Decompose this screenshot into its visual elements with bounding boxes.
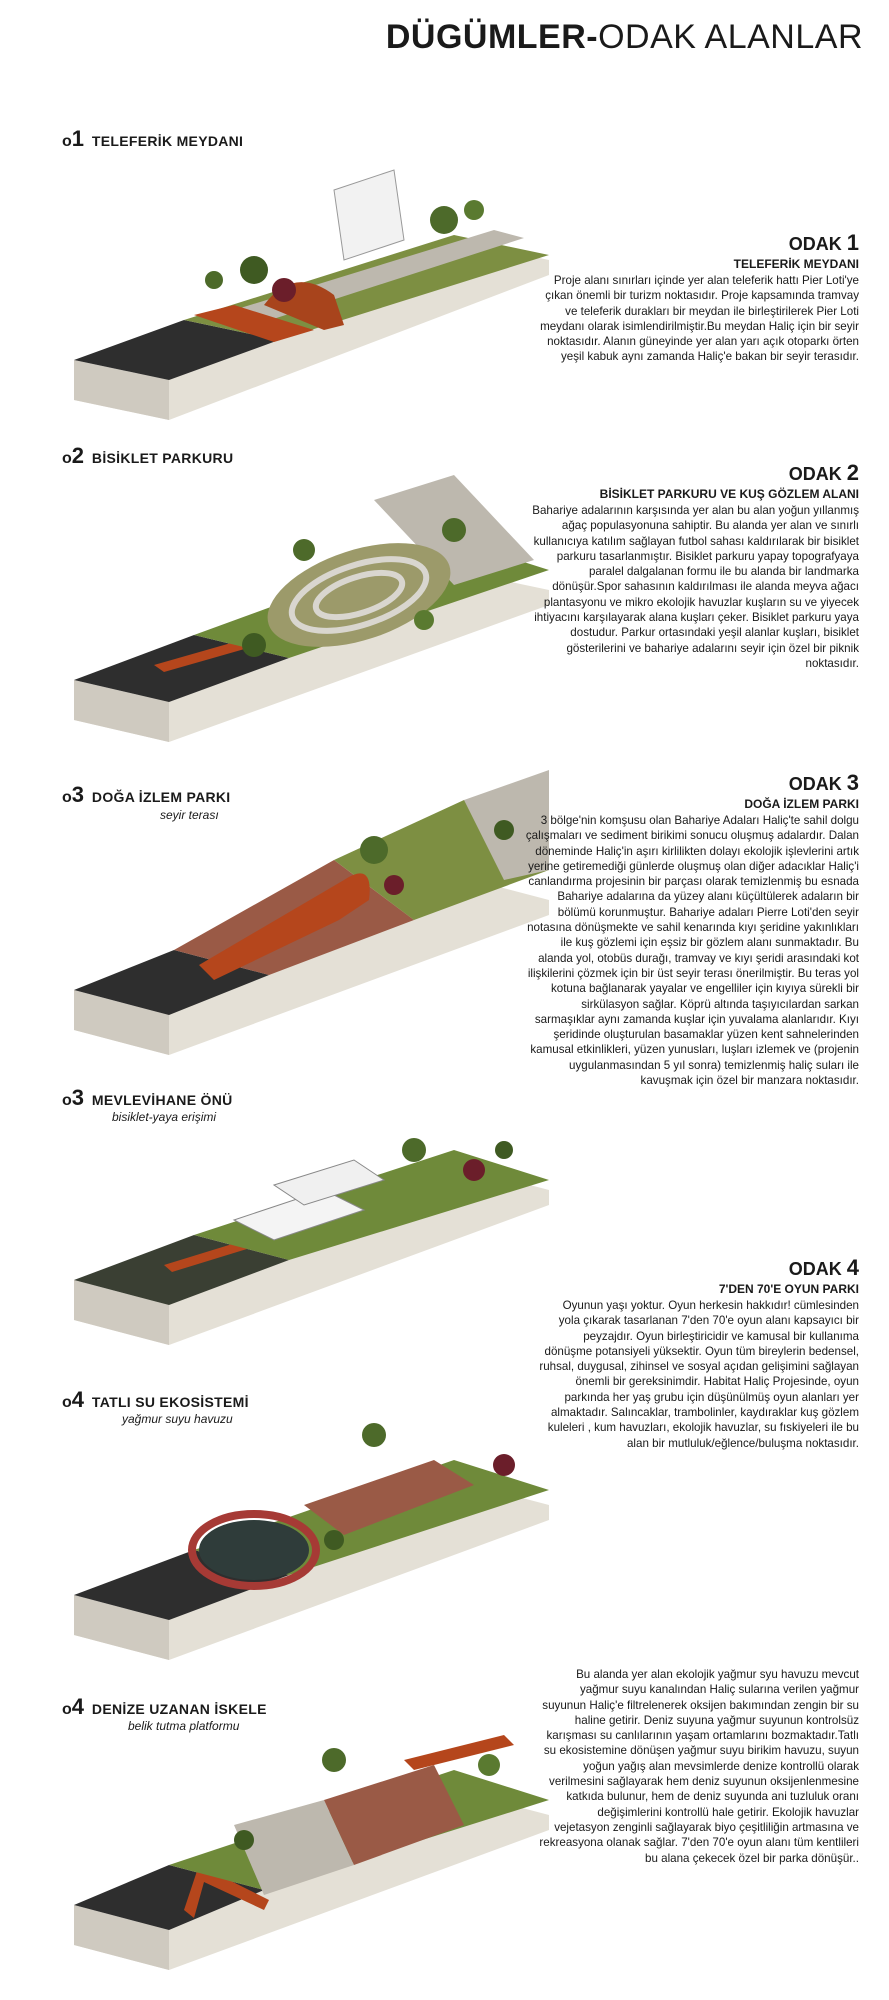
title-light: ODAK ALANLAR [598, 18, 863, 56]
odak-block-2 [529, 460, 859, 671]
odak-paragraph: Bu alanda yer alan ekolojik yağmur syu havuzu mevcut yağmur suyu kanalından Haliç sularına verilen yağmur suyunun Haliç'e filtrelenerek oksijen bakımından zengin bir su haline getirir. Deniz suyuna yağmur suyunun kontrolsüz karışması su canlılarının yaşam ortamlarını bozmaktadır.Tatlı su ekosistemine dönüşen yağmur suyu birikim havuzu, suyun yoğun yağış alan mevsimlerde denize kontrollü olarak verilmesini sağlayarak hem deniz suyunun oksijenlenmesine katkıda bulunur, hem de deniz suyunda ani tuzluluk oranı değişimlerini kontrollü hale getirir. Ekolojik havuzlar vejetasyon zenginli sağlayarak biyo çeşitliliğin artmasına ve rekreasyona olanak sağlar. 7'den 70'e oyun alanı tüm kentlileri bu alana çekecek özel bir parka dönüşür.. [539, 1668, 859, 1865]
odak-paragraph: Oyunun yaşı yoktur. Oyun herkesin hakkıdır! cümlesinden yola çıkarak tasarlanan 7'den 70'e oyun alanı kapsayıcı bir peyzajdır. Oyun birleştiricidir ve kamusal bir kullanıma dönüşme potansiyeli yüksektir. Oyun tüm bireylerin bedensel, ruhsal, duygusal, zihinsel ve sosyal açıdan gelişimini sağlayan önemli bir gereksinimdir. Habitat Haliç Projesinde, oyun parkında her yaş grubu için düşünülmüş oyun alanları yer almaktadır. Salıncaklar, trambolinler, kaydıraklar kuş gözlem kuleleri , kum havuzları, ekolojik havuzlar, su fıskiyeleri ile bu alan bir mutluluk/eğlence/buluşma noktasıdır. [539, 1299, 859, 1450]
section-number: o4 [62, 1387, 85, 1412]
axonometric-diagram-2 [34, 420, 549, 750]
odak-label: ODAK 2 [788, 460, 859, 485]
odak-label: ODAK 1 [788, 230, 859, 255]
odak-paragraph: 3 bölge'nin komşusu olan Bahariye Adaları Haliç'te sahil dolgu çalışmaları ve sediment birikimi sonucu oluşmuş adalardır. Dalan döneminde Haliç'in aşırı kirlilikten dolayı ekolojik işlevlerini artık yerine getiremediği günlerde oluşmuş olan diğer adacıklar Haliç'i canlandırma projesinin bir parçası olarak temizlenmiş bu esnada Bahariye adalarına da yüzey alanı küçültülerek adaların bir bölümü korunmuştur. Bahariye adaları Pierre Loti'den seyir notasına dönüşmekte ve sahil kenarında kıyı şeridine yakınlıkları ile kuş gözlemi için eşsiz bir gözlem alanı sunmaktadır. Bu alanda yol, otobüs durağı, tramvay ve kıyı şeridi arasındaki kot ilişkilerini çözmek için bir üst seyir terası önerilmiştir. Bu teras yol kotuna bağlanarak yayalar ve engelliler için kıyıya sürekli bir sirkülasyon sağlar. Köprü altında taşıyıcılardan sarkan sarmaşıklar aynı zamanda kuşlar için yuvalama alanlarıdır. Kıyı şeridinde oluşturulan basamaklar yüzen kent sahnelerinden kamusal etkinlikleri, yüzen yunusları, luşları izlemek ve (projenin uygulanmasından 5 yıl sonra) temizlenmiş haliç suları ile kavuşmak için özel bir manzara noktasıdır. [525, 814, 859, 1088]
section-name: DENİZE UZANAN İSKELE [91, 1701, 267, 1717]
odak-heading: BİSİKLET PARKURU VE KUŞ GÖZLEM ALANI [599, 487, 859, 501]
diagram-6-svg [34, 1650, 549, 1980]
odak-paragraph: Proje alanı sınırları içinde yer alan teleferik hattı Pier Loti'ye çıkan önemli bir turizm noktasıdır. Proje kapsamında tramvay ve teleferik durakları bir meydan ile birleştirilerek Pier Loti meydanı olarak isimlendirilmiştir.Bu meydan Haliç için bir seyir noktasıdır. Alanın güneyinde yer alan yarı açık otoparkı örten yeşil kabuk aynı zamanda Haliç'e bakan bir seyir terasıdır. [540, 274, 859, 364]
section-number: o3 [62, 782, 85, 807]
section-name: DOĞA İZLEM PARKI [91, 789, 231, 805]
page-title [386, 18, 863, 57]
odak-label: ODAK 3 [788, 770, 859, 795]
axonometric-diagram-3 [34, 740, 549, 1070]
diagram-2-svg [34, 420, 549, 750]
section-number: o3 [62, 1085, 85, 1110]
diagram-1-svg [34, 100, 549, 420]
diagram-5-svg [34, 1340, 549, 1670]
odak-block-5 [539, 1665, 859, 1866]
section-name: MEVLEVİHANE ÖNÜ [91, 1092, 233, 1108]
axonometric-diagram-6 [34, 1650, 549, 1980]
section-subtitle-4: bisiklet-yaya erişimi [112, 1110, 217, 1124]
odak-heading: TELEFERİK MEYDANI [733, 257, 859, 271]
diagram-3-svg [34, 740, 549, 1070]
title-bold: DÜGÜMLER- [385, 18, 599, 56]
odak-block-3 [524, 770, 859, 1088]
axonometric-diagram-5 [34, 1340, 549, 1670]
section-name: BİSİKLET PARKURU [91, 450, 234, 466]
odak-heading: DOĞA İZLEM PARKI [744, 797, 859, 811]
axonometric-diagram-1 [34, 100, 549, 420]
odak-label: ODAK 4 [788, 1255, 859, 1280]
section-name: TATLI SU EKOSİSTEMİ [91, 1394, 249, 1410]
odak-paragraph: Bahariye adalarının karşısında yer alan bu alan yoğun yıllanmış ağaç populasyonuna sahiptir. Bu alanda yer alan ve sınırlı kullanıcıya katılım sağlayan futbol sahası kaldırılarak bir bisiklet parkuru tasarlanmıştır. Bisiklet parkuru yapay topografyaya paralel dalgalanan formu ile bu alanda bir landmarka dönüşür.Spor sahasının kaldırılması ile alanda meyva ağacı plantasyonu ve mikro ekolojik havuzlar kuşların su ve yiyecek ihtiyacını karşılayarak alana kuşları çeker. Bisiklet parkuru yaya dostudur. Parkur ortasındaki yeşil alanlar kuşları, bisiklet gösterilerini ve bahariye adalarını seyir için özel bir piknik noktasıdır. [532, 504, 859, 670]
section-subtitle-6: belik tutma platformu [128, 1719, 240, 1733]
diagram-4-svg [34, 1040, 549, 1360]
section-name: TELEFERİK MEYDANI [91, 133, 244, 149]
odak-block-4 [539, 1255, 859, 1451]
odak-block-1 [539, 230, 859, 365]
section-number: o4 [62, 1694, 85, 1719]
odak-heading: 7'DEN 70'E OYUN PARKI [718, 1282, 859, 1296]
section-subtitle-3: seyir terası [160, 808, 219, 822]
section-subtitle-5: yağmur suyu havuzu [122, 1412, 233, 1426]
axonometric-diagram-4 [34, 1040, 549, 1360]
section-number: o2 [62, 443, 85, 468]
section-number: o1 [62, 126, 85, 151]
